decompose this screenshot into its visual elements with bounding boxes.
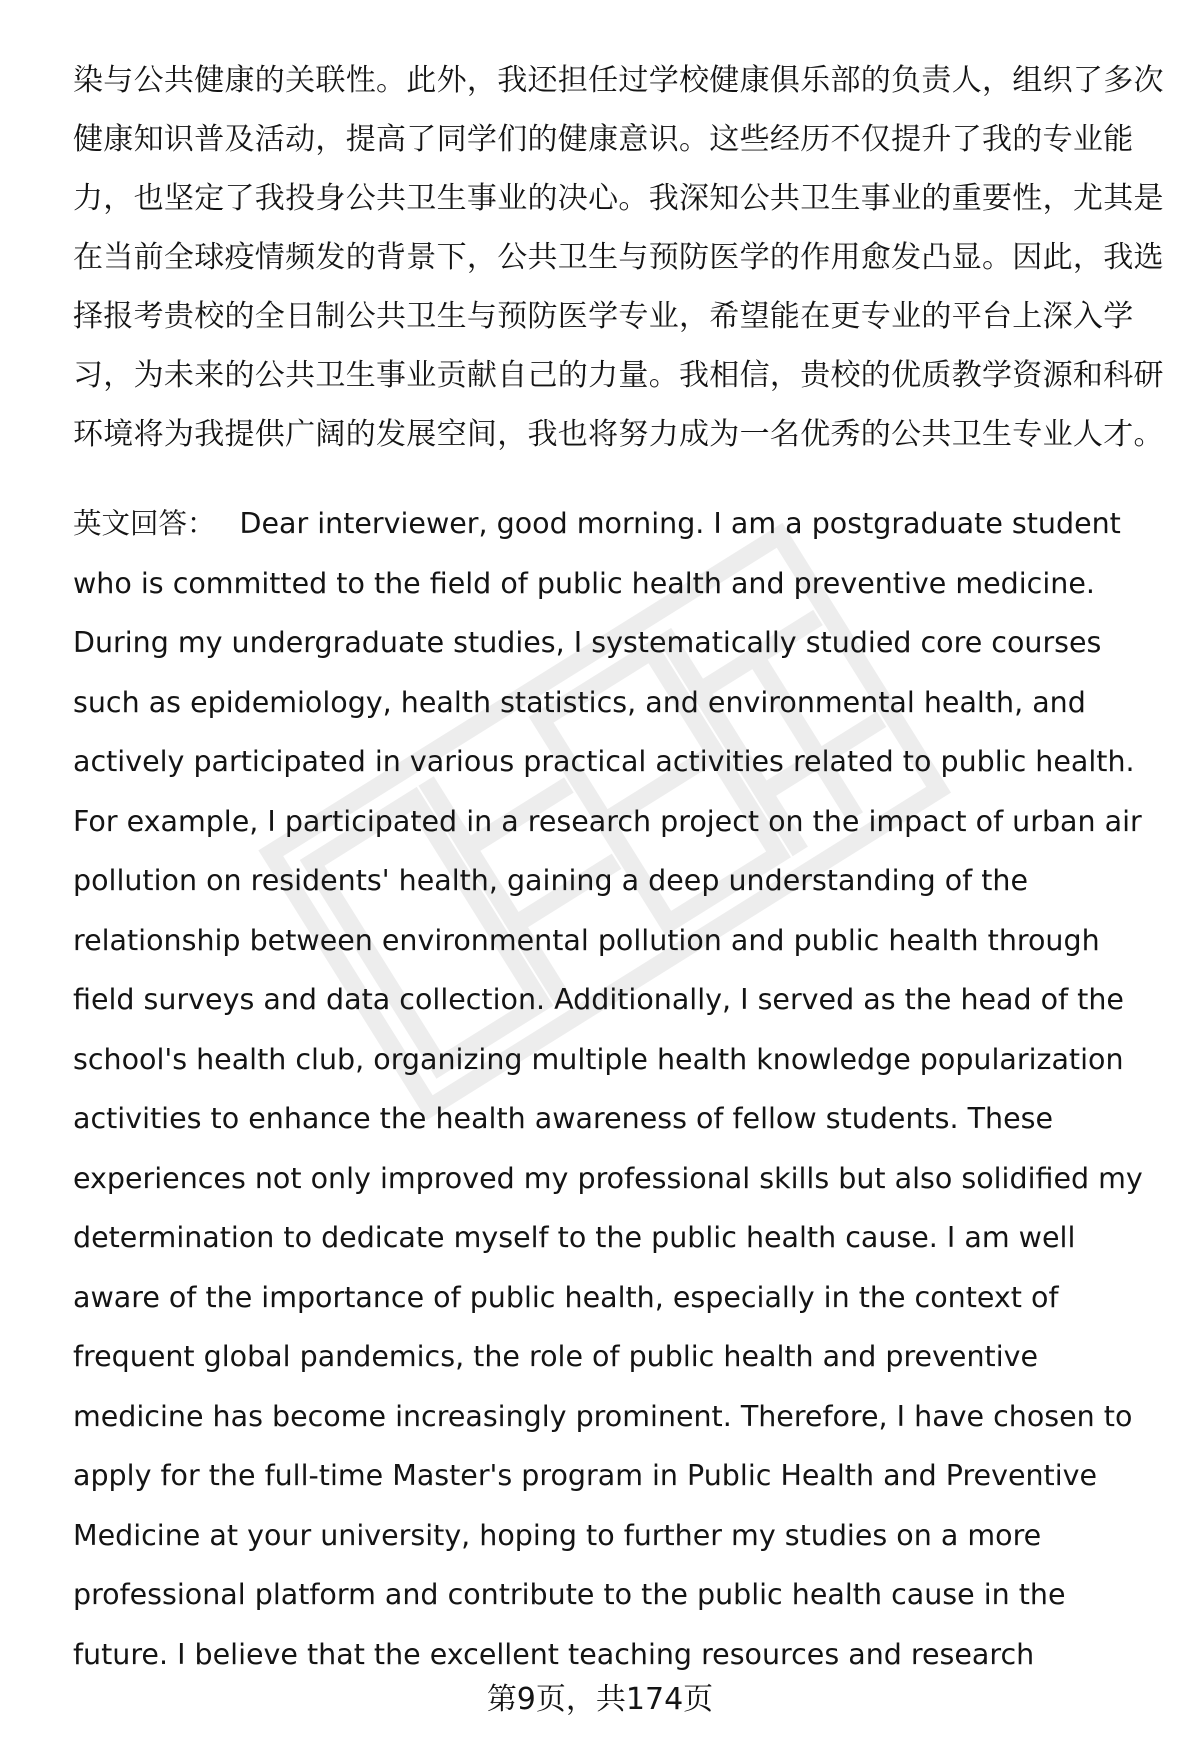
text-line: 择报考贵校的全日制公共卫生与预防医学专业，希望能在更专业的平台上深入学 xyxy=(73,299,1134,334)
text-line: future. I believe that the excellent teaching resources and research xyxy=(73,1637,1035,1671)
text-line: pollution on residents' health, gaining a deep understanding of the xyxy=(73,864,1029,897)
text-line: experiences not only improved my professional skills but also solidified my xyxy=(73,1161,1143,1195)
text-line xyxy=(73,499,1163,559)
text-line: relationship between environmental pollution and public health through xyxy=(73,923,1100,957)
text-line: determination to dedicate myself to the public health cause. I am well xyxy=(73,1221,1076,1254)
page-number: 第9页，共174页 xyxy=(486,1682,714,1717)
text-line: 习，为未来的公共卫生事业贡献自己的力量。我相信，贵校的优质教学资源和科研 xyxy=(73,358,1164,393)
text-line: Medicine at your university, hoping to further my studies on a more xyxy=(73,1518,1042,1552)
text-line: For example, I participated in a research project on the impact of urban air xyxy=(73,804,1142,838)
text-line: aware of the importance of public health, especially in the context of xyxy=(73,1280,1059,1314)
text-line: field surveys and data collection. Additionally, I served as the head of the xyxy=(73,983,1124,1016)
text-line: school's health club, organizing multiple health knowledge popularization xyxy=(73,1042,1124,1076)
text-line: apply for the full-time Master's program in Public Health and Preventive xyxy=(73,1459,1098,1492)
text-line: who is committed to the field of public health and preventive medicine. xyxy=(73,566,1095,600)
text-line-content: Dear interviewer, good morning. I am a postgraduate student xyxy=(239,507,1121,540)
answer-label: 英文回答： xyxy=(73,507,216,540)
text-line: actively participated in various practical activities related to public health. xyxy=(73,745,1135,778)
text-line: professional platform and contribute to the public health cause in the xyxy=(73,1578,1066,1611)
chinese-paragraph xyxy=(73,56,1164,469)
text-line: 健康知识普及活动，提高了同学们的健康意识。这些经历不仅提升了我的专业能 xyxy=(73,122,1134,157)
text-line: During my undergraduate studies, I systematically studied core courses xyxy=(73,626,1102,659)
text-line: medicine has become increasingly prominent. Therefore, I have chosen to xyxy=(73,1399,1133,1433)
english-answer xyxy=(73,499,1163,1689)
text-line: 力，也坚定了我投身公共卫生事业的决心。我深知公共卫生事业的重要性，尤其是 xyxy=(73,181,1164,216)
text-line: 在当前全球疫情频发的背景下，公共卫生与预防医学的作用愈发凸显。因此，我选 xyxy=(73,240,1164,275)
text-line: 染与公共健康的关联性。此外，我还担任过学校健康俱乐部的负责人，组织了多次 xyxy=(73,63,1164,98)
text-line: such as epidemiology, health statistics, and environmental health, and xyxy=(73,685,1086,719)
text-line: 环境将为我提供广阔的发展空间，我也将努力成为一名优秀的公共卫生专业人才。 xyxy=(73,417,1164,452)
text-line: frequent global pandemics, the role of public health and preventive xyxy=(73,1340,1039,1373)
text-line: activities to enhance the health awareness of fellow students. These xyxy=(73,1102,1054,1135)
